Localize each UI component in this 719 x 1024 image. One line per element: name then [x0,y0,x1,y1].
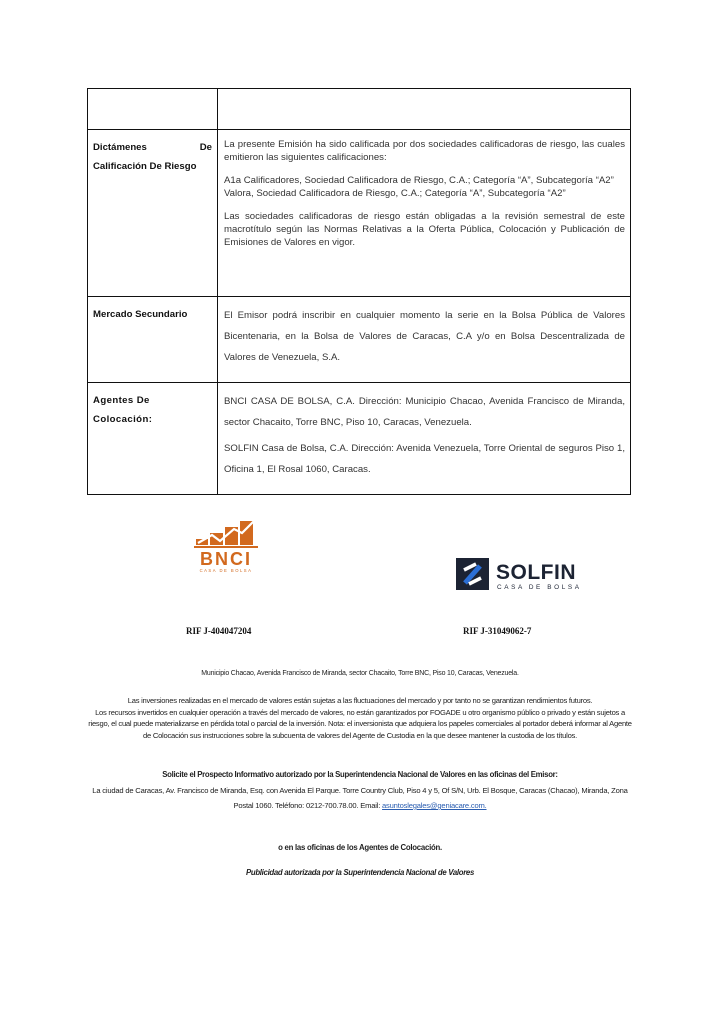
table-row-empty [88,89,630,129]
solicite-body-text: La ciudad de Caracas, Av. Francisco de Miranda, Esq. con Avenida El Parque. Torre Country Club, Piso 4 y 5, Of S/N, Urb. El Bosque, Caracas (Chacao), Miranda, Zona Postal 1060. Teléfono: 0212-700.78.00. Email: [92,786,628,810]
terms-table [87,88,631,495]
calificacion-valora: Valora, Sociedad Calificadora de Riesgo, C.A.; Categoría “A”, Subcategoría “A2” [224,188,566,199]
solicite-body [87,783,633,813]
calificacion-a1a: A1a Calificadores, Sociedad Calificadora de Riesgo, C.A.; Categoría “A”, Subcategoría “A2” [224,175,614,186]
bnci-logo-text: BNCI [200,549,252,569]
row-label-mercado: Mercado Secundario [88,297,218,382]
calificacion-revision: Las sociedades calificadoras de riesgo están obligadas a la revisión semestral de este macrotítulo según las Normas Relativas a la Oferta Pública, Colocación y Publicación de Emisiones de Valores en vigor. [224,211,625,248]
row-content-agentes [218,383,630,494]
agente-solfin: SOLFIN Casa de Bolsa, C.A. Dirección: Avenida Venezuela, Torre Oriental de seguros Piso 1, Oficina 1, El Rosal 1060, Caracas. [224,443,625,475]
rif-bnci: RIF J-404047204 [186,626,252,636]
publicidad-line: Publicidad autorizada por la Superintendencia Nacional de Valores [245,868,475,877]
calificacion-intro: La presente Emisión ha sido calificada por dos sociedades calificadoras de riesgo, las cuales emitieron las siguientes calificaciones: [224,139,625,163]
solfin-logo-text: SOLFIN [496,561,576,584]
agente-bnci: BNCI CASA DE BOLSA, C.A. Dirección: Municipio Chacao, Avenida Francisco de Miranda, sector Chacaito, Torre BNC, Piso 10, Caracas, Venezuela. [224,396,625,428]
email-link[interactable]: asuntoslegales@geniacare.com. [382,801,487,810]
solfin-logo-tagline: CASA DE BOLSA [497,584,582,591]
row-label-empty [88,89,218,129]
row-content-empty [218,89,630,129]
disclaimer [87,695,633,741]
disclaimer-paragraph-2: Los recursos invertidos en cualquier operación a través del mercado de valores, no están garantizados por FOGADE u otro organismo público o privado y están sujetos a riesgo, el cual puede materializarse en pérdida total o parcial de la inversión. Nota: el inversionista que adquiera los papeles comerciales al portador deberá informar al Agente de Colocación sus instrucciones sobre la subcuenta de valores del Agente de Custodia en la que desee mantener la custodia de los títulos. [88,707,632,740]
label-line-2: Calificación De Riesgo [93,161,197,172]
row-content-calificacion [218,130,630,296]
table-row-mercado [88,296,630,382]
table-row-calificacion [88,129,630,296]
label-word-dictamenes: Dictámenes [93,142,147,153]
disclaimer-line-1: Las inversiones realizadas en el mercado de valores están sujetas a las fluctuaciones del mercado y por tanto no se garantizan rendimientos futuros. [127,696,593,705]
address-line: Municipio Chacao, Avenida Francisco de Miranda, sector Chacaito, Torre BNC, Piso 10, Caracas, Venezuela. [201,670,519,677]
agentes-line: o en las oficinas de los Agentes de Colocación. [278,843,442,852]
solfin-logo [456,556,591,592]
row-label-calificacion [88,130,218,296]
solicite-title: Solicite el Prospecto Informativo autorizado por la Superintendencia Nacional de Valores en las oficinas del Emisor: [162,770,558,779]
label-word-de: De [199,142,212,153]
table-row-agentes [88,382,630,494]
row-label-agentes: Agentes De Colocación: [88,383,218,494]
row-content-mercado [218,297,630,382]
mercado-text: El Emisor podrá inscribir en cualquier momento la serie en la Bolsa Pública de Valores Bicentenaria, en la Bolsa de Valores de Caracas, C.A y/o en Bolsa Descentralizada de Valores de Venezuela, S.A. [224,310,625,363]
bnci-logo-tagline: CASA DE BOLSA [199,568,253,573]
bnci-logo [190,519,270,577]
rif-solfin: RIF J-31049062-7 [463,626,532,636]
label-line-1 [93,138,212,157]
